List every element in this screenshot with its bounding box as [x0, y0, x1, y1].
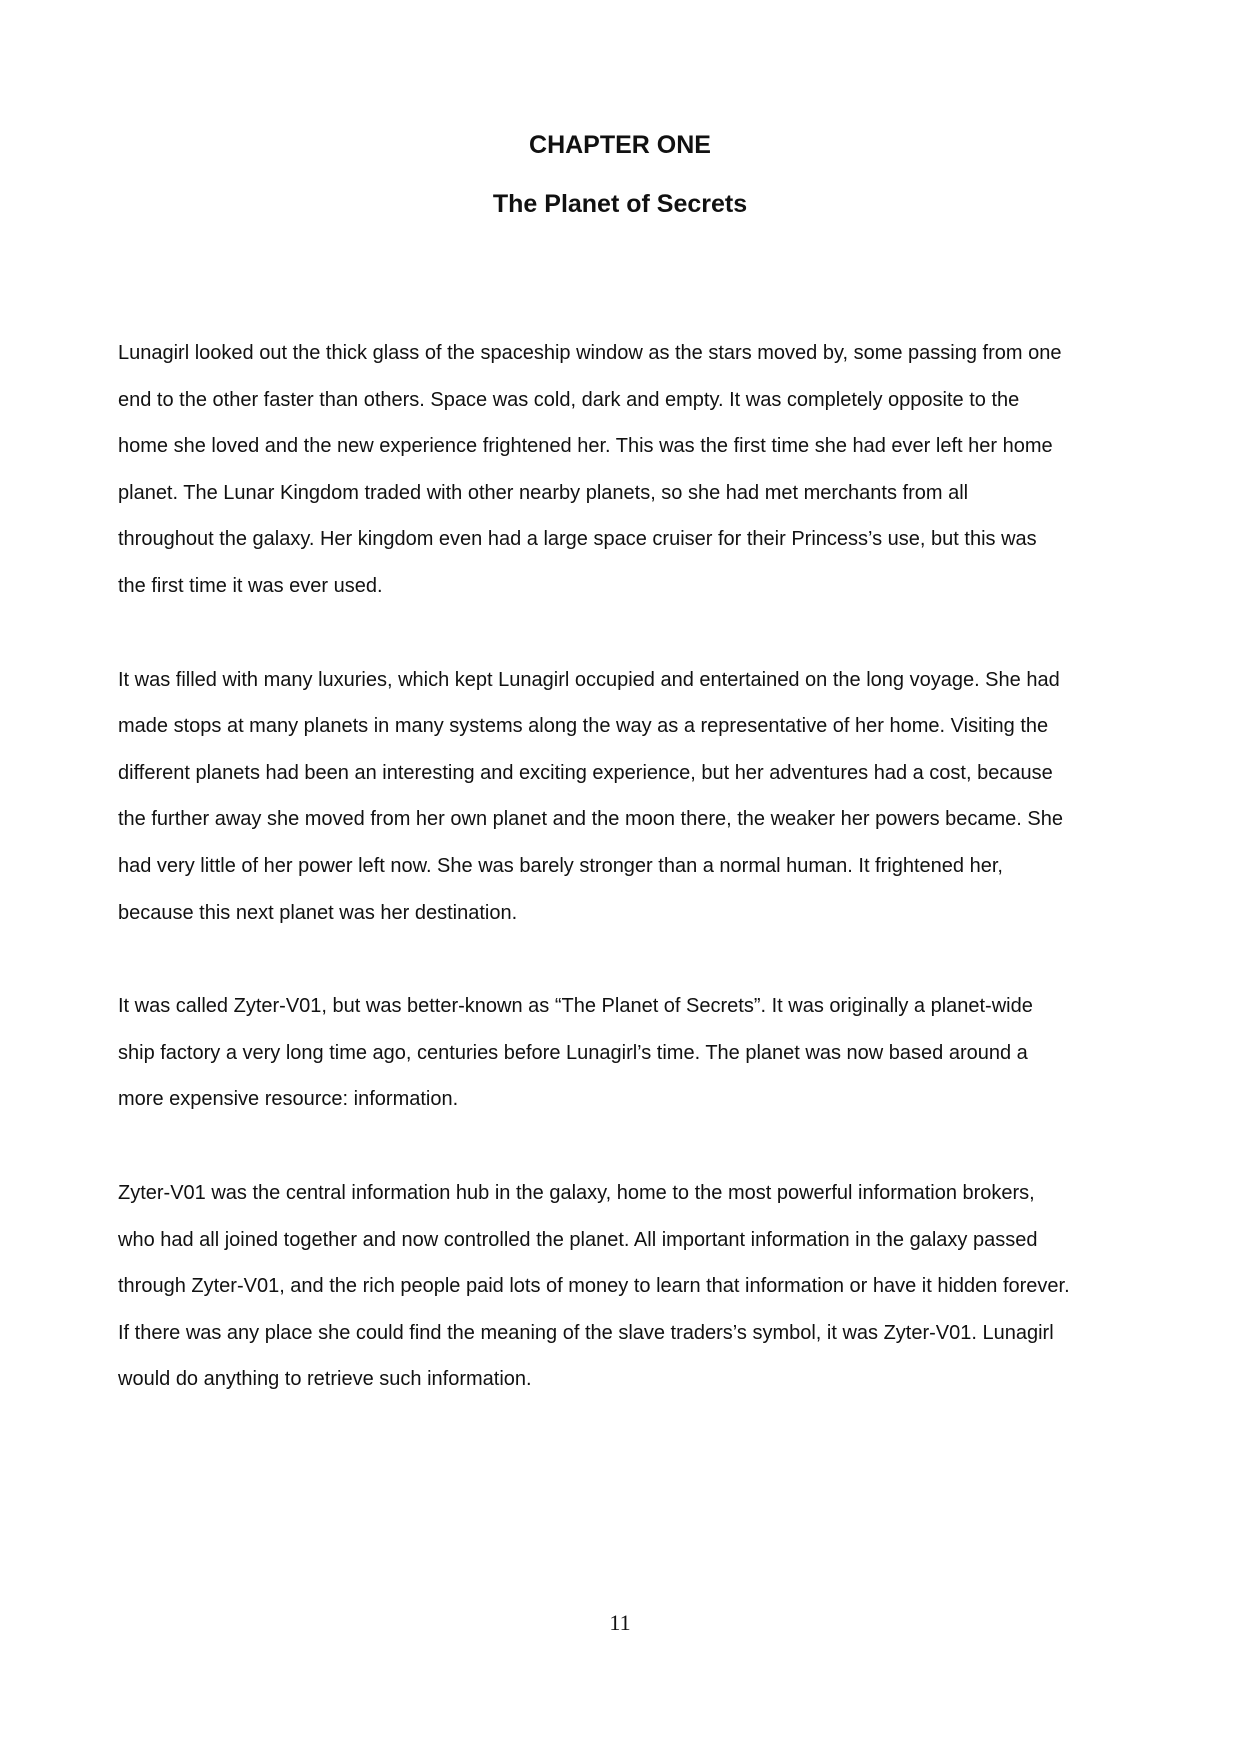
chapter-body: [118, 330, 1123, 1450]
paragraph-line: made stops at many planets in many systems along the way as a representative of her home. Visiting the: [118, 715, 1049, 738]
paragraph-line: Zyter-V01 was the central information hub in the galaxy, home to the most powerful information brokers,: [118, 1181, 1035, 1204]
paragraph-line: would do anything to retrieve such information.: [118, 1368, 532, 1391]
paragraph-line: more expensive resource: information.: [118, 1088, 459, 1111]
paragraph-line: different planets had been an interesting and exciting experience, but her adventures had a cost, because: [118, 761, 1053, 784]
paragraph-line: home she loved and the new experience frightened her. This was the first time she had ever left her home: [118, 435, 1053, 458]
paragraph-2: [118, 657, 1123, 937]
paragraph-line: planet. The Lunar Kingdom traded with other nearby planets, so she had met merchants from all: [118, 481, 969, 504]
paragraph-line: because this next planet was her destination.: [118, 901, 518, 924]
chapter-number-heading: CHAPTER ONE: [529, 131, 711, 159]
page-number: 11: [609, 1610, 631, 1635]
paragraph-4: [118, 1170, 1123, 1403]
paragraph-line: the further away she moved from her own planet and the moon there, the weaker her powers became. She: [118, 808, 1063, 831]
paragraph-line: had very little of her power left now. She was barely stronger than a normal human. It frightened her,: [118, 854, 1003, 877]
paragraph-line: It was filled with many luxuries, which kept Lunagirl occupied and entertained on the long voyage. She had: [118, 668, 1060, 691]
paragraph-3: [118, 983, 1123, 1123]
paragraph-line: through Zyter-V01, and the rich people paid lots of money to learn that information or have it hidden forever.: [118, 1275, 1070, 1298]
paragraph-line: ship factory a very long time ago, centuries before Lunagirl’s time. The planet was now based around a: [118, 1041, 1028, 1064]
paragraph-line: If there was any place she could find the meaning of the slave traders’s symbol, it was Zyter-V01. Lunagirl: [118, 1321, 1054, 1344]
paragraph-line: It was called Zyter-V01, but was better-known as “The Planet of Secrets”. It was originally a planet-wide: [118, 995, 1033, 1018]
paragraph-line: who had all joined together and now controlled the planet. All important information in the galaxy passed: [118, 1228, 1038, 1251]
paragraph-line: throughout the galaxy. Her kingdom even had a large space cruiser for their Princess’s use, but this was: [118, 528, 1037, 551]
paragraph-1: [118, 330, 1123, 610]
chapter-title-heading: The Planet of Secrets: [492, 190, 748, 218]
paragraph-line: end to the other faster than others. Space was cold, dark and empty. It was completely opposite to the: [118, 388, 1020, 411]
paragraph-line: the first time it was ever used.: [118, 574, 383, 597]
paragraph-line: Lunagirl looked out the thick glass of the spaceship window as the stars moved by, some passing from one: [118, 342, 1062, 364]
